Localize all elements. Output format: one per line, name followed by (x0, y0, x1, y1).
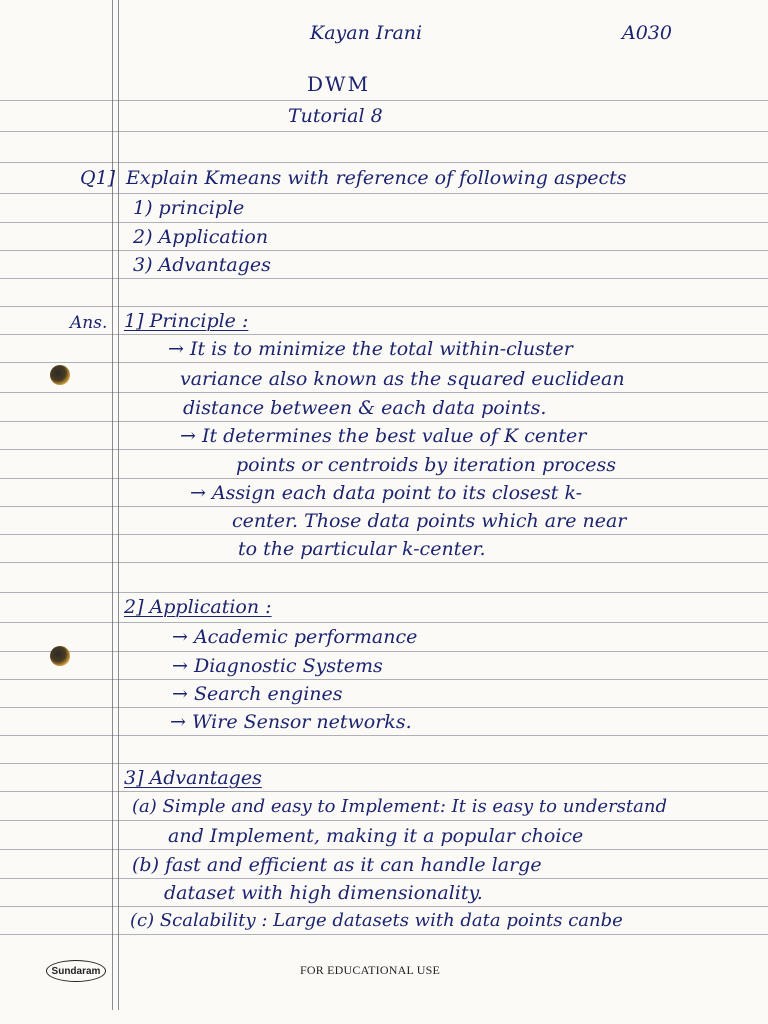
advantage-line: (c) Scalability : Large datasets with data points canbe (130, 910, 623, 931)
question-label: Q1] (80, 167, 116, 189)
ruled-line (0, 100, 768, 101)
application-line: → Wire Sensor networks. (170, 711, 412, 733)
principle-line: variance also known as the squared euclidean (180, 368, 625, 390)
brand-logo: Sundaram (46, 960, 106, 982)
advantage-line: and Implement, making it a popular choice (168, 825, 584, 847)
subject-title: DWM (307, 72, 371, 96)
ruled-line (0, 735, 768, 736)
ruled-line (0, 222, 768, 223)
principle-line: points or centroids by iteration process (236, 454, 617, 476)
student-name: Kayan Irani (310, 22, 423, 44)
answer-label: Ans. (70, 313, 108, 333)
section-heading-application: 2] Application : (124, 596, 272, 618)
question-item: 1) principle (133, 197, 245, 219)
ruled-line (0, 934, 768, 935)
ruled-line (0, 878, 768, 879)
ruled-line (0, 849, 768, 850)
ruled-line (0, 906, 768, 907)
advantage-line: (b) fast and efficient as it can handle large (132, 854, 542, 876)
section-heading-principle: 1] Principle : (124, 310, 249, 332)
ruled-line (0, 534, 768, 535)
ruled-line (0, 250, 768, 251)
margin-line (112, 0, 113, 1010)
section-heading-advantages: 3] Advantages (124, 767, 262, 789)
application-line: → Academic performance (172, 626, 418, 648)
tutorial-title: Tutorial 8 (288, 105, 383, 127)
ruled-line (0, 362, 768, 363)
application-line: → Diagnostic Systems (172, 655, 383, 677)
margin-line (118, 0, 119, 1010)
ruled-line (0, 449, 768, 450)
ruled-line (0, 651, 768, 652)
binder-hole (50, 365, 70, 385)
principle-line: → Assign each data point to its closest k- (190, 482, 583, 504)
ruled-line (0, 562, 768, 563)
advantage-line: (a) Simple and easy to Implement: It is easy to understand (132, 796, 667, 817)
ruled-line (0, 392, 768, 393)
principle-line: distance between & each data points. (183, 397, 547, 419)
principle-line: center. Those data points which are near (232, 510, 627, 532)
application-line: → Search engines (172, 683, 343, 705)
ruled-line (0, 791, 768, 792)
advantage-line: dataset with high dimensionality. (164, 882, 483, 904)
binder-hole (50, 646, 70, 666)
question-text: Explain Kmeans with reference of following aspects (126, 167, 627, 189)
question-item: 2) Application (133, 226, 269, 248)
ruled-line (0, 506, 768, 507)
roll-number: A030 (622, 22, 672, 44)
ruled-line (0, 131, 768, 132)
ruled-line (0, 162, 768, 163)
ruled-line (0, 763, 768, 764)
ruled-line (0, 421, 768, 422)
principle-line: → It determines the best value of K center (180, 425, 587, 447)
footer-text: FOR EDUCATIONAL USE (300, 963, 441, 977)
principle-line: → It is to minimize the total within-cluster (168, 338, 573, 360)
ruled-line (0, 334, 768, 335)
ruled-line (0, 820, 768, 821)
ruled-line (0, 306, 768, 307)
ruled-line (0, 478, 768, 479)
ruled-line (0, 592, 768, 593)
ruled-line (0, 278, 768, 279)
ruled-line (0, 707, 768, 708)
question-item: 3) Advantages (133, 254, 271, 276)
ruled-line (0, 622, 768, 623)
principle-line: to the particular k-center. (238, 538, 486, 560)
ruled-line (0, 193, 768, 194)
ruled-line (0, 679, 768, 680)
